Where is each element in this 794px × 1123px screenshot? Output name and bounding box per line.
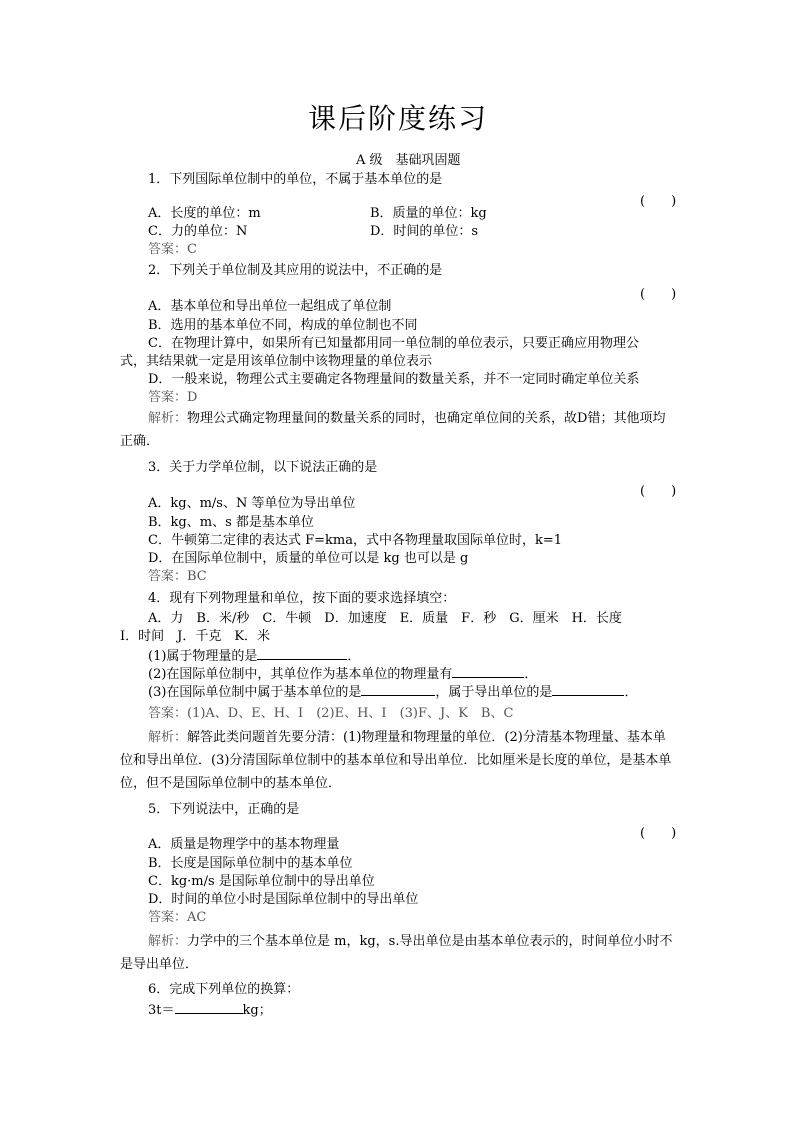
q3-stem: 3．关于力学单位制，以下说法正确的是 (148, 460, 378, 475)
q2-stem: 2．下列关于单位制及其应用的说法中，不正确的是 (148, 263, 443, 278)
q1-answer: 答案：C (148, 242, 197, 257)
q2-option-b: B．选用的基本单位不同，构成的单位制也不同 (148, 318, 418, 333)
q4-sub3-text-a: (3)在国际单位制中属于基本单位的是 (148, 685, 362, 700)
q2-option-d: D．一般来说，物理公式主要确定各物理量间的数量关系，并不一定同时确定单位关系 (148, 372, 640, 387)
q4-sub3-text-b: ，属于导出单位的是 (435, 685, 553, 700)
q4-sub2-text: (2)在国际单位制中，其单位作为基本单位的物理量有 (148, 667, 453, 682)
q3-option-b: B．kg、m、s 都是基本单位 (148, 515, 314, 530)
q2-explanation (120, 407, 676, 453)
q5-option-a: A．质量是物理学中的基本物理量 (148, 837, 340, 852)
q1-stem: 1．下列国际单位制中的单位，不属于基本单位的是 (148, 172, 443, 187)
q5-explanation (120, 930, 676, 976)
q3-option-a: A．kg、m/s、N 等单位为导出单位 (148, 496, 356, 511)
page-title: 课后阶度练习 (307, 102, 488, 135)
q6-blank-1[interactable] (175, 1001, 243, 1014)
q4-stem: 4．现有下列物理量和单位，按下面的要求选择填空： (148, 591, 456, 606)
q2-option-c-line1: C．在物理计算中，如果所有已知量都用同一单位制的单位表示，只要正确应用物理公 (148, 336, 639, 351)
q2-explanation-text: 物理公式确定物理量间的数量关系的同时，也确定单位间的关系，故D错；其他项均正确． (120, 411, 666, 449)
section-heading: A 级 基础巩固题 (356, 153, 461, 168)
q4-sub2-period: ． (524, 667, 538, 682)
q2-option-c-line2: 式，其结果就一定是用该单位制中该物理量的单位表示 (120, 354, 433, 369)
q4-sub3 (148, 683, 637, 702)
q5-answer: 答案：AC (148, 910, 207, 925)
q2-option-a: A．基本单位和导出单位一起组成了单位制 (148, 299, 392, 314)
q5-explanation-label: 解析： (148, 934, 188, 949)
q1-option-c: C．力的单位：N (148, 224, 248, 239)
q4-options-line1: A．力 B．米/秒 C．牛顿 D．加速度 E．质量 F．秒 G．厘米 H．长度 (148, 611, 622, 626)
q4-blank-4[interactable] (552, 683, 624, 696)
q6-line1 (148, 1001, 272, 1020)
q4-explanation (120, 726, 676, 795)
q4-sub1-text: (1)属于物理量的是 (148, 649, 258, 664)
q1-answer-paren: ( ) (640, 194, 677, 209)
q6-stem: 6．完成下列单位的换算： (148, 982, 300, 997)
q4-blank-3[interactable] (361, 683, 435, 696)
q3-answer-paren: ( ) (640, 484, 677, 499)
q2-answer-paren: ( ) (640, 287, 677, 302)
q4-explanation-label: 解析： (148, 730, 188, 745)
q6-line1-prefix: 3t＝ (148, 1003, 175, 1018)
q4-options-line2: I．时间 J．千克 K．米 (120, 629, 271, 644)
q2-explanation-label: 解析： (148, 411, 188, 426)
q1-option-d: D．时间的单位：s (370, 224, 479, 239)
q5-option-d: D．时间的单位小时是国际单位制中的导出单位 (148, 892, 419, 907)
q4-sub1-period: ． (347, 649, 361, 664)
q4-sub2 (148, 665, 537, 684)
q1-option-b: B．质量的单位：kg (370, 206, 487, 221)
q4-blank-1[interactable] (257, 647, 347, 660)
q4-answer: 答案：(1)A、D、E、H、I (2)E、H、I (3)F、J、K B、C (148, 706, 514, 721)
q3-option-c: C．牛顿第二定律的表达式 F=kma，式中各物理量取国际单位时，k=1 (148, 533, 562, 548)
q5-option-b: B．长度是国际单位制中的基本单位 (148, 856, 353, 871)
q4-sub1 (148, 647, 360, 666)
q1-option-a: A．长度的单位：m (148, 206, 261, 221)
q5-stem: 5．下列说法中，正确的是 (148, 802, 300, 817)
q5-option-c: C．kg·m/s 是国际单位制中的导出单位 (148, 874, 375, 889)
q5-explanation-text: 力学中的三个基本单位是 m，kg，s.导出单位是由基本单位表示的，时间单位小时不是导出单位． (120, 934, 673, 972)
q6-line1-suffix: kg； (242, 1003, 272, 1018)
q3-answer: 答案：BC (148, 569, 207, 584)
q5-answer-paren: ( ) (640, 826, 677, 841)
q4-explanation-text: 解答此类问题首先要分清：(1)物理量和物理量的单位．(2)分清基本物理量、基本单位和导出单位．(3)分清国际单位制中的基本单位和导出单位．比如厘米是长度的单位，是基本单位，但不是国际单位制中的基本单位． (120, 730, 672, 791)
q4-sub3-period: ． (624, 685, 638, 700)
q3-option-d: D．在国际单位制中，质量的单位可以是 kg 也可以是 g (148, 551, 469, 566)
q4-blank-2[interactable] (452, 665, 524, 678)
q2-answer: 答案：D (148, 390, 198, 405)
